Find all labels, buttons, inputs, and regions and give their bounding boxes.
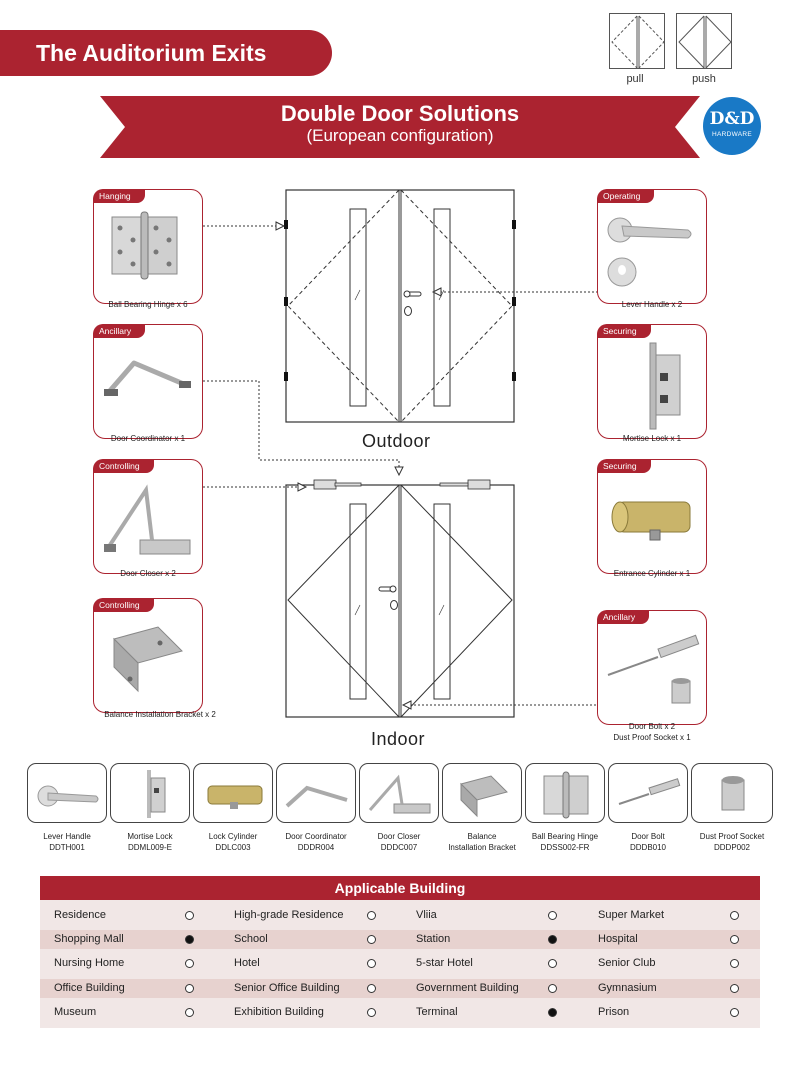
building-label: Gymnasium — [598, 982, 657, 994]
door-coordinator-icon — [277, 764, 357, 824]
dust-proof-socket-icon — [692, 764, 774, 824]
product-caption — [271, 831, 361, 853]
building-label: Vliia — [416, 909, 437, 921]
lock-cylinder-icon — [194, 764, 274, 824]
product-name: Lock Cylinder — [208, 832, 258, 841]
radio-empty-icon — [367, 984, 376, 993]
outdoor-hinges — [284, 220, 516, 381]
product-code: DDDP002 — [713, 843, 750, 852]
banner-subtitle: (European configuration) — [306, 126, 494, 145]
mortise-lock-icon — [111, 764, 191, 824]
product-door-bolt — [608, 763, 688, 823]
product-caption — [354, 831, 444, 853]
door-bolt-icon — [609, 764, 689, 824]
radio-empty-icon — [367, 1008, 376, 1017]
product-code: DDDC007 — [380, 843, 418, 852]
bracket-card — [93, 598, 203, 713]
building-label: School — [234, 933, 268, 945]
product-name: Dust Proof Socket — [699, 832, 765, 841]
product-name: Lever Handle — [43, 832, 91, 841]
bolt-caption-line1: Door Bolt x 2 — [628, 722, 676, 731]
closer-caption: Door Closer x 2 — [120, 569, 176, 578]
building-label: Nursing Home — [54, 957, 125, 969]
door-closer-icon — [360, 764, 440, 824]
building-label: Shopping Mall — [54, 933, 124, 945]
cylinder-caption: Entrance Cylinder x 1 — [613, 569, 691, 578]
product-lock-cylinder — [193, 763, 273, 823]
mortise-card — [597, 324, 707, 439]
lever-tag: Operating — [597, 189, 654, 203]
building-label: Super Market — [598, 909, 665, 921]
radio-empty-icon — [548, 984, 557, 993]
product-mortise-lock — [110, 763, 190, 823]
product-caption — [437, 831, 527, 853]
push-legend-label: push — [692, 73, 716, 85]
radio-selected-icon — [185, 935, 194, 944]
building-label: 5-star Hotel — [416, 957, 473, 969]
balance-bracket-icon — [443, 764, 523, 824]
bolt-icon — [598, 611, 708, 726]
product-caption — [22, 831, 112, 853]
product-caption — [105, 831, 195, 853]
building-label: Office Building — [54, 982, 125, 994]
product-code: DDDR004 — [297, 843, 335, 852]
radio-empty-icon — [367, 911, 376, 920]
page-title: The Auditorium Exits — [0, 30, 332, 76]
applicable-building-title: Applicable Building — [40, 876, 760, 900]
radio-selected-icon — [548, 935, 557, 944]
building-label: Senior Club — [598, 957, 656, 969]
coordinator-card — [93, 324, 203, 439]
cylinder-tag: Securing — [597, 459, 651, 473]
radio-empty-icon — [185, 911, 194, 920]
building-label: Exhibition Building — [234, 1006, 324, 1018]
logo-text: D&D — [709, 109, 755, 129]
radio-selected-icon — [548, 1008, 557, 1017]
coordinator-icon — [94, 325, 204, 440]
product-lever-handle — [27, 763, 107, 823]
lever-card — [597, 189, 707, 304]
mortise-icon — [598, 325, 708, 440]
radio-empty-icon — [548, 911, 557, 920]
bracket-tag: Controlling — [93, 598, 154, 612]
radio-empty-icon — [548, 959, 557, 968]
building-label: Prison — [598, 1006, 630, 1018]
product-name: Door Bolt — [631, 832, 665, 841]
product-name: Door Coordinator — [285, 832, 347, 841]
outdoor-door — [286, 190, 514, 422]
building-label: Residence — [54, 909, 106, 921]
building-label: Museum — [54, 1006, 97, 1018]
hinge-icon — [94, 190, 204, 305]
bolt-tag: Ancillary — [597, 610, 649, 624]
product-code: Installation Bracket — [448, 843, 516, 852]
bracket-icon — [94, 599, 204, 714]
product-door-coordinator — [276, 763, 356, 823]
product-code: DDDB010 — [629, 843, 666, 852]
product-name: Ball Bearing Hinge — [531, 832, 599, 841]
radio-empty-icon — [730, 911, 739, 920]
building-grid — [40, 905, 760, 1025]
product-door-closer — [359, 763, 439, 823]
lever-caption: Lever Handle x 2 — [621, 300, 683, 309]
product-name: Mortise Lock — [127, 832, 173, 841]
ball-bearing-hinge-icon — [526, 764, 606, 824]
hinge-card — [93, 189, 203, 304]
indoor-label: Indoor — [371, 729, 426, 749]
product-code: DDTH001 — [49, 843, 85, 852]
radio-empty-icon — [730, 935, 739, 944]
product-caption — [603, 831, 693, 853]
product-ball-bearing-hinge — [525, 763, 605, 823]
product-name: Balance — [467, 832, 497, 841]
radio-empty-icon — [367, 935, 376, 944]
product-name: Door Closer — [377, 832, 421, 841]
mortise-tag: Securing — [597, 324, 651, 338]
mortise-caption: Mortise Lock x 1 — [622, 434, 682, 443]
building-label: Hotel — [234, 957, 260, 969]
product-code: DDML009-E — [127, 843, 172, 852]
radio-empty-icon — [730, 1008, 739, 1017]
product-caption — [188, 831, 278, 853]
building-label: Terminal — [416, 1006, 458, 1018]
radio-empty-icon — [730, 959, 739, 968]
radio-empty-icon — [185, 984, 194, 993]
hinge-caption: Ball Bearing Hinge x 6 — [108, 300, 188, 309]
banner-title: Double Door Solutions — [280, 101, 520, 126]
outdoor-label: Outdoor — [362, 431, 431, 451]
pull-legend-label: pull — [626, 73, 644, 85]
indoor-door — [286, 485, 514, 717]
product-code: DDLC003 — [215, 843, 251, 852]
building-label: High-grade Residence — [234, 909, 344, 921]
lever-handle-icon — [28, 764, 108, 824]
radio-empty-icon — [185, 959, 194, 968]
lever-icon — [598, 190, 708, 305]
cylinder-card — [597, 459, 707, 574]
bolt-card — [597, 610, 707, 725]
coordinator-caption: Door Coordinator x 1 — [110, 434, 186, 443]
hinge-tag: Hanging — [93, 189, 145, 203]
coordinator-tag: Ancillary — [93, 324, 145, 338]
product-code: DDSS002-FR — [540, 843, 590, 852]
product-balance-bracket — [442, 763, 522, 823]
product-caption — [520, 831, 610, 853]
building-label: Government Building — [416, 982, 519, 994]
product-dust-proof-socket — [691, 763, 773, 823]
radio-empty-icon — [185, 1008, 194, 1017]
cylinder-icon — [598, 460, 708, 575]
bracket-caption: Balance Installation Bracket x 2 — [104, 710, 216, 719]
logo-subtext: HARDWARE — [711, 131, 753, 138]
radio-empty-icon — [367, 959, 376, 968]
closer-tag: Controlling — [93, 459, 154, 473]
building-label: Hospital — [598, 933, 638, 945]
bolt-caption — [572, 721, 732, 743]
closer-card — [93, 459, 203, 574]
product-caption — [687, 831, 777, 853]
bolt-caption-line2: Dust Proof Socket x 1 — [613, 733, 691, 742]
radio-empty-icon — [730, 984, 739, 993]
closer-icon — [94, 460, 204, 575]
building-label: Station — [416, 933, 451, 945]
building-label: Senior Office Building — [234, 982, 340, 994]
